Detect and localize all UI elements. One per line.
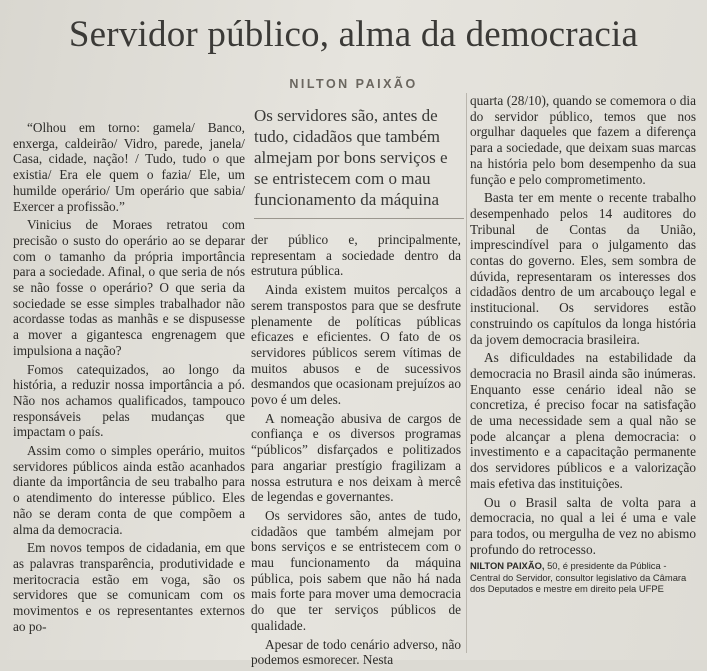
article-byline: NILTON PAIXÃO xyxy=(289,77,418,91)
paragraph: Basta ter em mente o recente trabalho desempenhado pelos 14 auditores do Tribunal de Contas da União, imprescindível para o julgamento das contas do governo. Eles, sem sombra de dúvida, representaram os interesses dos cidadãos dentro de um arcabouço legal e institucional. Os servidores estão construindo os capítulos da longa história da jovem democracia brasileira. xyxy=(470,190,696,347)
paragraph: Os servidores são, antes de tudo, cidadãos que também almejam por bons serviços e se entristecem com o mau funcionamento da máquina pública, pois sabem que não há nada mais forte para mover uma democracia do que ter serviços públicos de qualidade. xyxy=(251,507,461,633)
author-bio-name: NILTON PAIXÃO, xyxy=(470,560,545,572)
paragraph: A nomeação abusiva de cargos de confiança e os diversos programas “públicos” disfarçados e politizados para angariar prestígio fragilizam a nossa estrutura e nos deixam à mercê de legendas e governantes. xyxy=(251,410,461,505)
paragraph: Fomos catequizados, ao longo da história, a reduzir nossa importância a pó. Não nos achamos qualificados, tampouco responsáveis pelas mudanças que impactam o país. xyxy=(13,361,245,440)
pull-quote: Os servidores são, antes de tudo, cidadãos que também almejam por bons serviços e se entristecem com o mau funcionamento da máquina xyxy=(254,105,464,219)
poem-quote: “Olhou em torno: gamela/ Banco, enxerga, caldeirão/ Vidro, parede, janela/ Casa, cidade, nação! / Tudo, tudo o que existia/ Era ele quem o fazia/ Ele, um humilde operário/ Um operário que sabia/ Exercer a profissão.” xyxy=(13,120,245,214)
paragraph: Apesar de todo cenário adverso, não podemos esmorecer. Nesta xyxy=(251,636,461,668)
paragraph: Ainda existem muitos percalços a serem transpostos para que se desfrute plenamente de políticas públicas eficazes e eficientes. O fato de os servidores públicos serem vítimas de muitos abusos e de sucessivos desmandos que ocasionam prejuízos ao povo é um deles. xyxy=(251,282,461,408)
column-divider xyxy=(466,93,467,653)
paragraph: quarta (28/10), quando se comemora o dia do servidor público, temos que nos orgulhar daqueles que fazem a diferença para a sociedade, que deixam suas marcas na história pelo bom desempenho da sua função e pelo comprometimento. xyxy=(470,93,696,187)
column-2 xyxy=(251,232,461,671)
article-headline: Servidor público, alma da democracia xyxy=(68,14,639,55)
paragraph: der público e, principalmente, representam a sociedade dentro da estrutura pública. xyxy=(251,232,461,279)
column-1 xyxy=(13,120,245,638)
paragraph: Assim como o simples operário, muitos servidores públicos ainda estão acanhados diante da importância de seu trabalho para o atendimento do interesse público. Eles não se deram conta de que compõem a alma da democracia. xyxy=(13,443,245,537)
paragraph: Vinicius de Moraes retratou com precisão o susto do operário ao se deparar com o tamanho da própria importância para a sociedade. Afinal, o que seria de nós se não fosse o operário? O que seria da sociedade se esse simples trabalhador não acordasse todas as manhãs e se dispusesse a mover a gigantesca engrenagem que impulsiona a nação? xyxy=(13,217,245,358)
author-bio xyxy=(470,560,696,595)
paragraph: Em novos tempos de cidadania, em que as palavras transparência, produtividade e meritocracia estão em voga, são os servidores que se comunicam com os movimentos e os representantes externos ao po- xyxy=(13,540,245,634)
column-3 xyxy=(470,93,696,598)
paragraph: As dificuldades na estabilidade da democracia no Brasil ainda são inúmeras. Enquanto esse cenário ideal não se concretiza, é preciso focar na satisfação de uma necessidade sem a qual não se pode alcançar a plena democracia: o investimento e a capacitação permanente dos servidores públicos e a valorização mais efetiva das instituições. xyxy=(470,350,696,491)
author-bio-text: 50, é presidente da Pública - Central do Servidor, consultor legislativo da Câmara dos Deputados e mestre em direito pela UFPE xyxy=(470,560,687,595)
paragraph: Ou o Brasil salta de volta para a democracia, no qual a lei é uma e vale para todos, ou mergulha de vez no abismo profundo do retrocesso. xyxy=(470,494,696,557)
